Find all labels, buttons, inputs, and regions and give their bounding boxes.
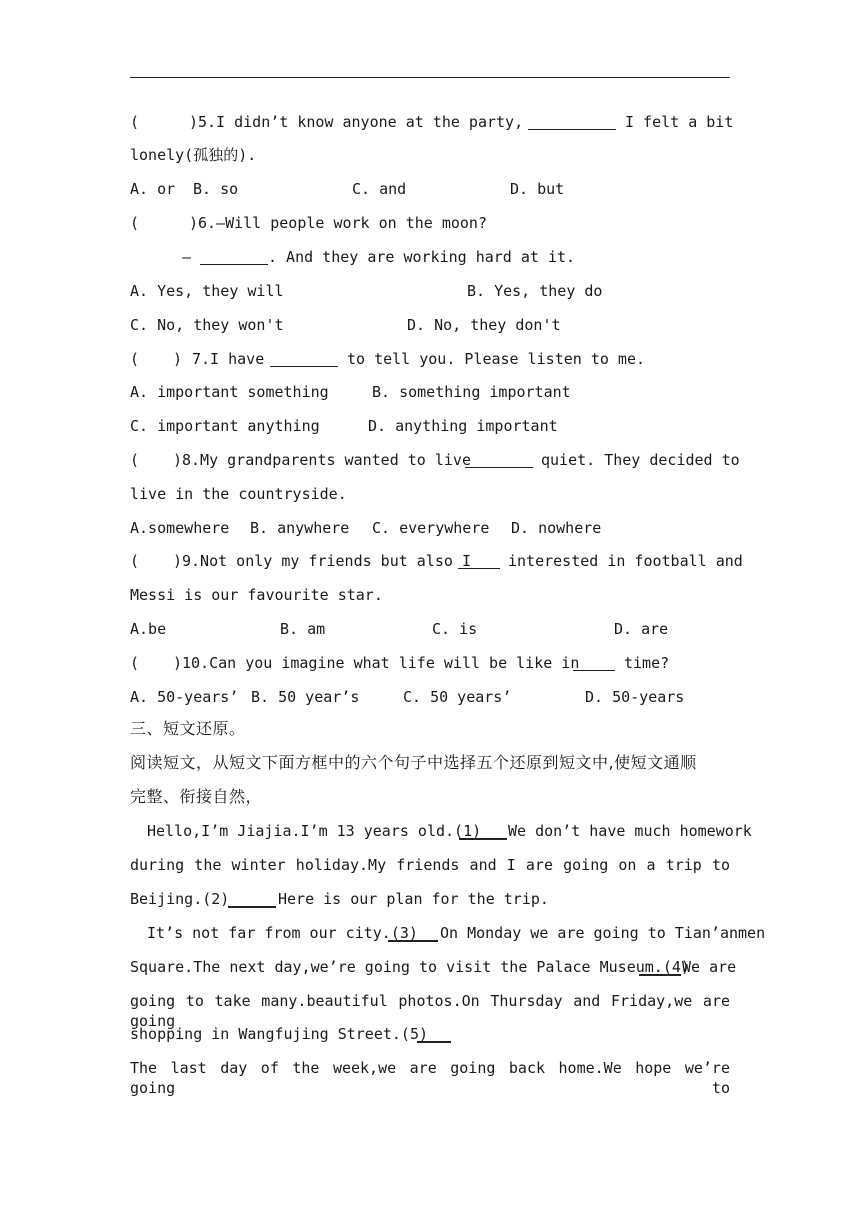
answer-blank[interactable] [458,554,500,569]
passage-line: The last day of the week,we are going back home.We hope we’re going to [130,1059,730,1097]
question-text: 9.Not only my friends but also I [182,552,471,570]
answer-paren-open: ( [130,113,140,131]
passage-text: Square.The next day,we’re going to visit the Palace Museum.(4) [130,958,690,976]
passage-text: shopping in Wangfujing Street.(5) [130,1025,429,1043]
answer-blank[interactable] [200,250,268,265]
option-d: D. nowhere [511,519,602,537]
option-d: D. No, they don't [407,316,561,334]
question-text-cont: Messi is our favourite star. [130,586,383,604]
passage-blank-5[interactable] [417,1027,451,1043]
option-c: C. is [432,620,478,638]
passage-blank-3[interactable] [388,926,438,942]
option-c: C. 50 years’ [403,688,512,706]
answer-blank[interactable] [528,115,616,130]
answer-blank[interactable] [573,656,615,671]
answer-paren-close: ) [189,214,199,232]
question-text-cont: interested in football and [508,552,743,570]
passage-blank-2[interactable] [228,892,276,908]
answer-paren-open: ( [130,350,140,368]
answer-paren-close: ) [173,451,183,469]
answer-blank[interactable] [465,453,533,468]
option-d: D. are [614,620,669,638]
question-text: 8.My grandparents wanted to live [182,451,471,469]
answer-paren-open: ( [130,214,140,232]
answer-paren-close: ) [173,350,183,368]
passage-text: We don’t have much homework [508,822,752,840]
section-instruction: 阅读短文，从短文下面方框中的六个句子中选择五个还原到短文中,使短文通顺 [130,753,697,772]
passage-blank-4[interactable] [639,960,681,976]
option-b: B. so [193,180,239,198]
question-text-cont: I felt a bit [625,113,734,131]
question-text-cont: live in the countryside. [130,485,347,503]
answer-paren-open: ( [130,552,140,570]
question-text-cont: quiet. They decided to [541,451,740,469]
option-c: C. important anything [130,417,320,435]
answer-paren-open: ( [130,451,140,469]
question-text-cont: to tell you. Please listen to me. [347,350,646,368]
passage-text: Hello,I’m Jiajia.I’m 13 years old.(1) [147,822,482,840]
option-d: D. but [510,180,565,198]
option-b: B. anywhere [250,519,350,537]
question-text-cont: time? [624,654,670,672]
answer-paren-close: ) [173,552,183,570]
option-d: D. 50-years [585,688,685,706]
answer-blank[interactable] [270,352,338,367]
passage-line: going to take many.beautiful photos.On Thursday and Friday,we are going [130,992,730,1030]
option-c: C. everywhere [372,519,490,537]
option-b: B. Yes, they do [467,282,603,300]
option-a: A.be [130,620,167,638]
passage-text: It’s not far from our city.(3) [147,924,418,942]
passage-text: On Monday we are going to Tian’anmen [440,924,766,942]
header-rule [130,77,730,78]
dialogue-text: . And they are working hard at it. [268,248,576,266]
answer-paren-close: ) [189,113,199,131]
option-c: C. No, they won't [130,316,284,334]
option-a: A.somewhere [130,519,230,537]
option-a: A. 50-years’ [130,688,239,706]
question-text: 10.Can you imagine what life will be like in [182,654,580,672]
passage-line: during the winter holiday.My friends and I are going on a trip to [130,856,730,874]
passage-text: Here is our plan for the trip. [278,890,549,908]
option-c: C. and [352,180,407,198]
option-b: B. am [280,620,326,638]
question-text-cont: lonely(孤独的). [130,146,257,164]
passage-text: We are [682,958,737,976]
question-text: 7.I have [192,350,265,368]
option-d: D. anything important [368,417,558,435]
question-text: 5.I didn’t know anyone at the party, [198,113,524,131]
passage-blank-1[interactable] [459,824,507,840]
option-b: B. 50 year’s [251,688,360,706]
option-a: A. important something [130,383,329,401]
option-a: A. Yes, they will [130,282,284,300]
dialogue-dash: — [182,248,192,266]
passage-text: Beijing.(2) [130,890,230,908]
option-a: A. or [130,180,176,198]
answer-paren-open: ( [130,654,140,672]
answer-paren-close: ) [173,654,183,672]
question-text: 6.—Will people work on the moon? [198,214,487,232]
section-heading: 三、短文还原。 [130,719,246,738]
section-instruction-cont: 完整、衔接自然， [130,787,263,806]
option-b: B. something important [372,383,571,401]
